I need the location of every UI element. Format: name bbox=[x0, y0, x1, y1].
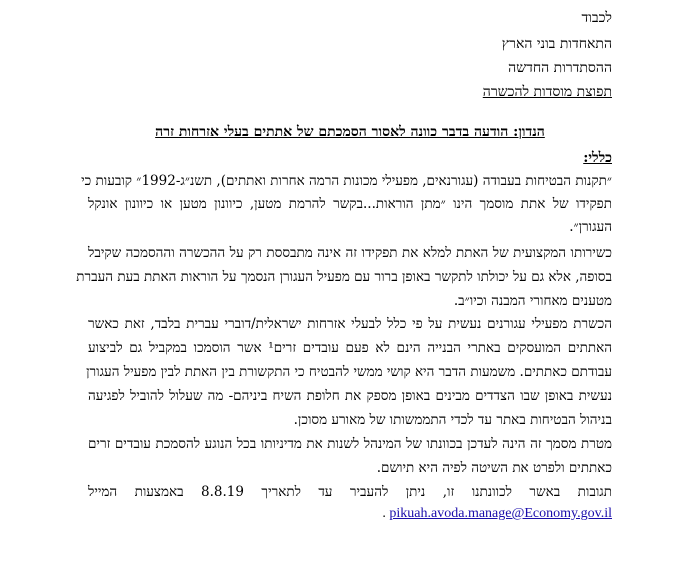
body-line: תגובות באשר לכוונתנו זו, ניתן להעביר עד לתאריך 8.8.19 באמצעות המייל bbox=[88, 484, 612, 500]
body-line: האתתים המועסקים באתרי הבנייה הינם לא פעם עובדים זרים¹ אשר הוסמכו במקביל גם לביצוע bbox=[88, 340, 613, 356]
address-distribution: תפוצת מוסדות להכשרה bbox=[482, 84, 612, 100]
body-line: הכשרת מפעילי עגורנים נעשית על פי כלל לבעלי אזרחות ישראלית/דוברי עברית בלבד, זאת כאשר bbox=[88, 316, 612, 332]
address-org-2: ההסתדרות החדשה bbox=[508, 60, 612, 76]
email-line bbox=[88, 505, 612, 523]
body-line: עבודתם כאתתים. משמעות הדבר היא קושי ממשי להבטיח כי התקשורת בין האתת לבין מפעיל העגורן bbox=[86, 364, 612, 380]
body-line: מטענים מאחורי המבנה וכיו״ב. bbox=[453, 293, 612, 309]
body-line: בניהול הבטיחות באתר עד לכדי התממשותו של מאורע מסוכן. bbox=[293, 412, 612, 428]
body-line: בסופה, אלא גם על יכולתו לתקשר באופן ברור עם מפעיל העגורן הנסמך על הוראות האתת בעת העברת bbox=[76, 269, 612, 285]
address-org-1: התאחדות בוני הארץ bbox=[501, 36, 612, 52]
body-line: העגורן״. bbox=[569, 219, 612, 235]
body-line: נעשית באופן שבו הצדדים מבינים באופן מספק את חלופת השיח ביניהם- מה שעלול להוביל לפגיעה bbox=[88, 388, 612, 404]
body-line: מטרת מסמך זה הינה לעדכן בכוונתו של המינהל לשנות את מדיניותו בכל הנוגע להסמכת עובדים זרים bbox=[88, 436, 612, 452]
address-to: לכבוד bbox=[581, 10, 612, 26]
body-line: כאתתים ולפרט את השיטה לפיה היא תיושם. bbox=[376, 460, 612, 476]
body-line: ״תקנות הבטיחות בעבודה (עגורנאים, מפעילי מכונות הרמה אחרות ואתתים), תשנ״ג-1992״ קובעות כי bbox=[81, 173, 612, 189]
section-heading-general: כללי: bbox=[583, 150, 612, 166]
subject-line: הנדון: הודעה בדבר כוונה לאסור הסמכתם של אתתים בעלי אזרחות זרה bbox=[155, 124, 545, 140]
body-line: תפקידו של אתת מוסמך הינו ״מתן הוראות...בקשר להרמת מטען, כיוונון מטען או כיוונון אונקל bbox=[88, 196, 612, 212]
body-line: כשירותו המקצועית של האתת למלא את תפקידו זה אינה מתבססת רק על ההכשרה וההסמכה שקיבל bbox=[88, 245, 612, 261]
email-suffix: . bbox=[382, 506, 386, 521]
email-link[interactable]: pikuah.avoda.manage@Economy.gov.il bbox=[389, 506, 612, 521]
